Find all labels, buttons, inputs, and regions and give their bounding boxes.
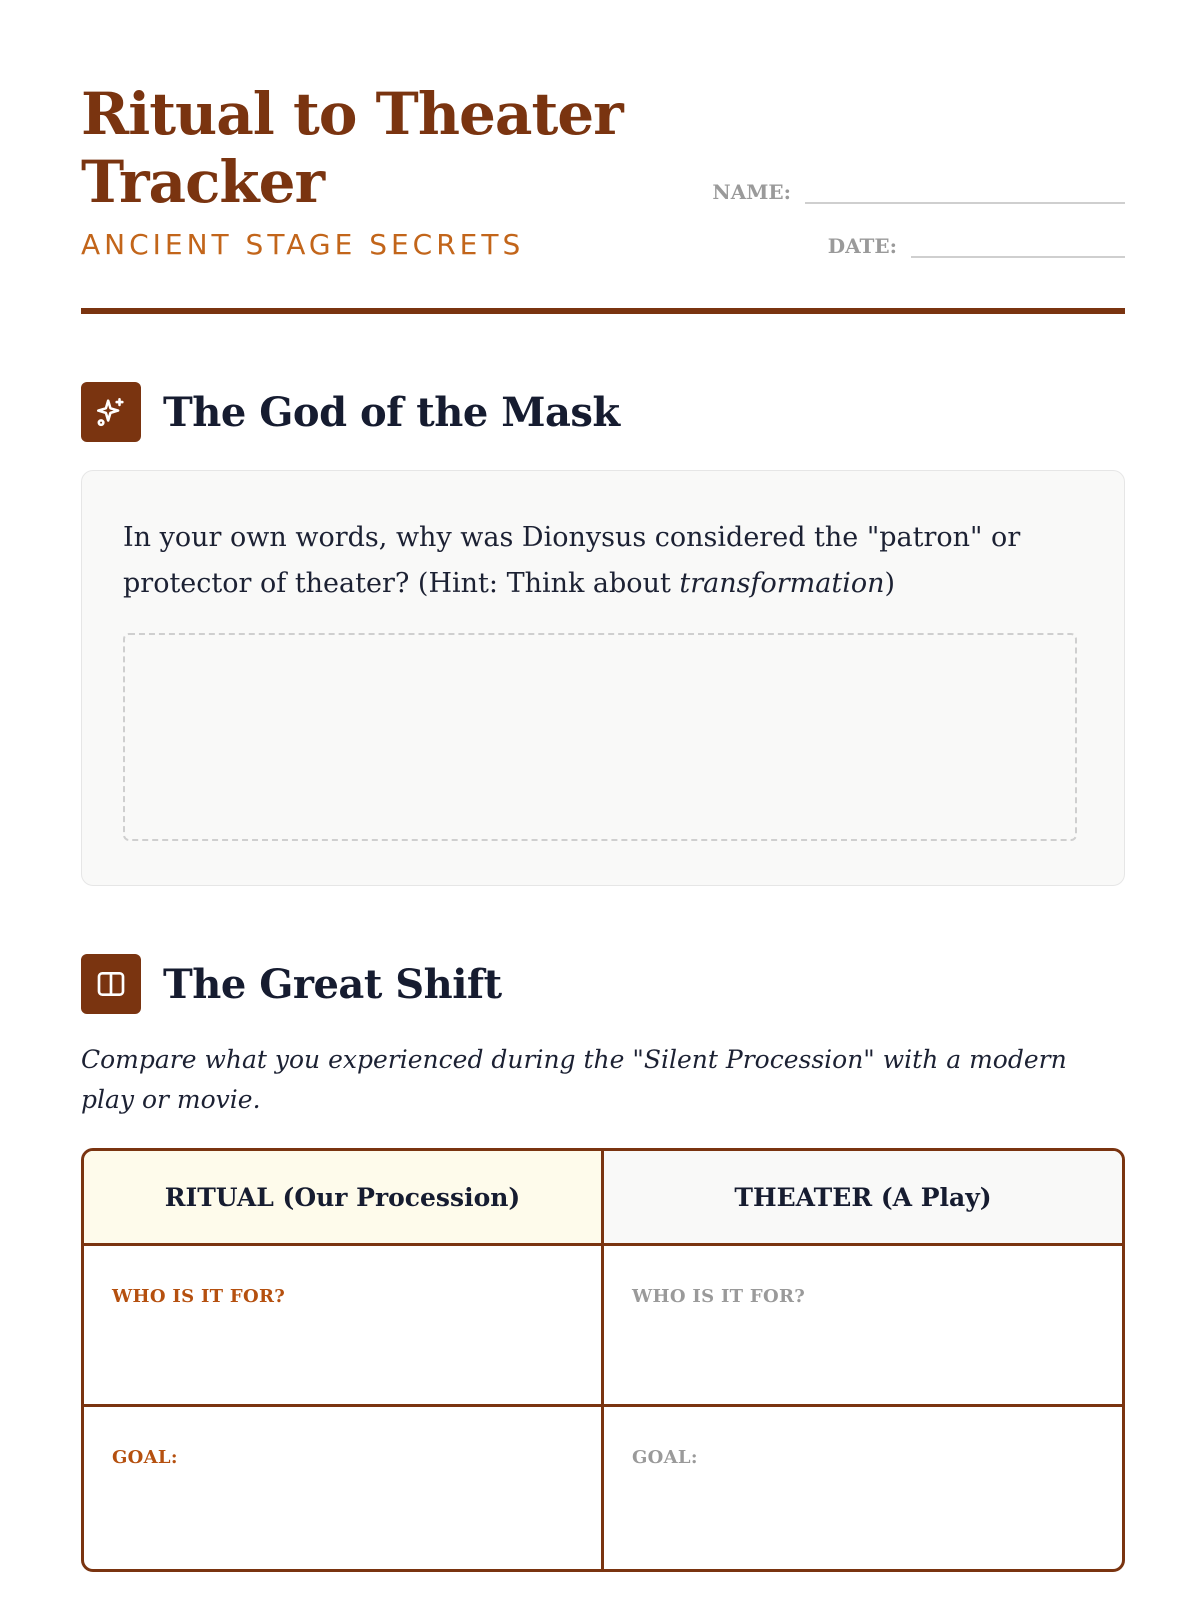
column-header-ritual: RITUAL (Our Procession) [84,1151,604,1246]
table-cell-ritual-goal[interactable] [84,1407,604,1569]
question-card [81,470,1125,886]
date-label: DATE: [827,234,897,258]
comparison-table [81,1148,1125,1572]
page-title: Ritual to Theater Tracker [81,80,623,216]
cell-label: WHO IS IT FOR? [632,1286,806,1307]
split-columns-icon [81,954,141,1014]
prompt-emphasis: transformation [679,568,885,599]
worksheet-header [81,80,1125,312]
cell-label: GOAL: [632,1447,698,1468]
name-label: NAME: [712,180,791,204]
name-input-line[interactable] [805,178,1125,204]
cell-label: GOAL: [112,1447,178,1468]
name-field-group [712,178,1125,204]
sparkles-icon [81,382,141,442]
answer-box[interactable] [123,633,1077,841]
date-input-line[interactable] [911,232,1125,258]
page-subtitle: ANCIENT STAGE SECRETS [81,228,525,261]
date-field-group [828,232,1125,258]
section-god-of-mask-header [81,382,620,442]
worksheet-page [81,0,1125,1600]
table-cell-theater-goal[interactable] [604,1407,1122,1569]
section-title: The Great Shift [163,960,502,1008]
section-title: The God of the Mask [163,388,620,436]
section-instruction: Compare what you experienced during the "Silent Procession" with a modern play or movie. [81,1045,1067,1114]
column-header-theater: THEATER (A Play) [604,1151,1122,1246]
table-cell-theater-audience[interactable] [604,1246,1122,1407]
cell-label: WHO IS IT FOR? [112,1286,286,1307]
section-great-shift-header [81,954,502,1014]
header-divider [81,308,1125,314]
table-cell-ritual-audience[interactable] [84,1246,604,1407]
question-prompt: In your own words, why was Dionysus considered the "patron" or protector of theater? (Hint: Think about transformation) [123,522,1021,599]
